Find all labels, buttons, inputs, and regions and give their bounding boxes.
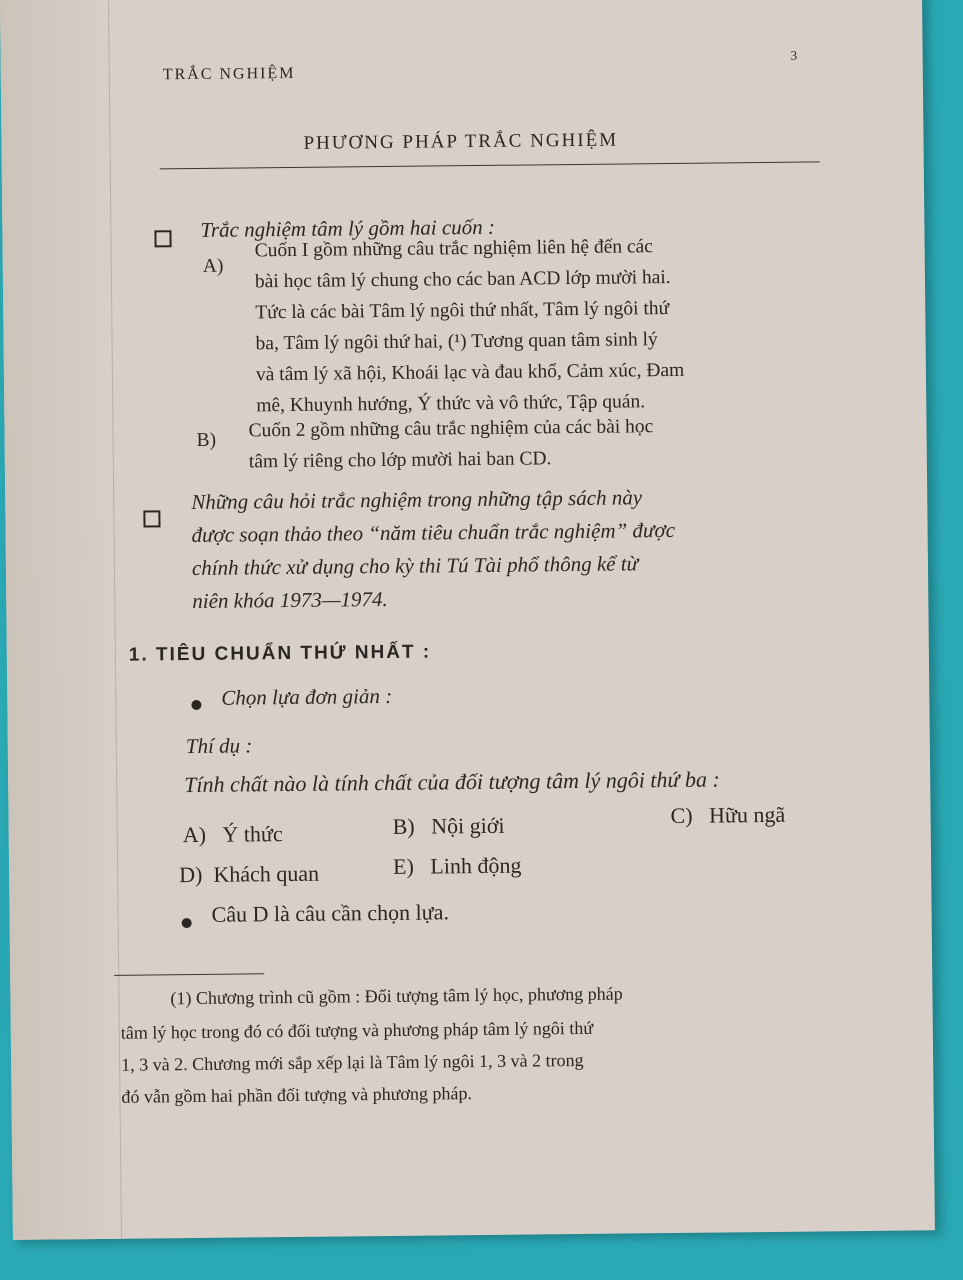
- option-text: Hữu ngã: [708, 801, 786, 828]
- title-rule: [160, 161, 820, 169]
- page-title: PHƯƠNG PHÁP TRẮC NGHIỆM: [303, 129, 619, 154]
- option-marker: B): [392, 813, 415, 839]
- option-marker: E): [392, 853, 414, 879]
- checkbox-icon: [143, 510, 160, 527]
- option-text: Nội giới: [431, 812, 505, 839]
- item-a-line: Tức là các bài Tâm lý ngôi thứ nhất, Tâm lý ngôi thứ: [255, 298, 670, 324]
- option-b: [393, 813, 505, 840]
- note-line: chính thức xử dụng cho kỳ thi Tú Tài phổ thông kể từ: [191, 551, 639, 581]
- question: Tính chất nào là tính chất của đối tượng tâm lý ngôi thứ ba :: [184, 766, 720, 798]
- bullet-icon: [191, 700, 201, 710]
- footnote-line: 1, 3 và 2. Chương mới sắp xếp lại là Tâm lý ngôi 1, 3 và 2 trong: [121, 1049, 584, 1075]
- item-a-line: ba, Tâm lý ngôi thứ hai, (¹) Tương quan tâm sinh lý: [255, 329, 658, 355]
- item-b-text: [248, 411, 653, 477]
- option-text: Linh động: [430, 852, 522, 879]
- note-line: được soạn thảo theo “năm tiêu chuẩn trắc nghiệm” được: [191, 517, 676, 548]
- item-b-line: Cuốn 2 gồm những câu trắc nghiệm của các bài học: [248, 416, 654, 442]
- option-d: [179, 861, 319, 888]
- footnote-line: (1) Chương trình cũ gồm : Đối tượng tâm lý học, phương pháp: [170, 983, 623, 1009]
- option-c: [670, 802, 785, 829]
- option-marker: D): [179, 861, 203, 888]
- item-a-line: mê, Khuynh hướng, Ý thức và vô thức, Tập quán.: [256, 391, 646, 417]
- item-a-line: bài học tâm lý chung cho các ban ACD lớp mười hai.: [254, 266, 671, 293]
- section-heading: 1. TIÊU CHUẨN THỨ NHẤT :: [128, 641, 432, 666]
- footnote-line: đó vẫn gồm hai phần đối tượng và phương pháp.: [121, 1083, 473, 1107]
- option-text: Ý thức: [222, 821, 283, 847]
- note-line: niên khóa 1973—1974.: [192, 586, 388, 614]
- option-marker: C): [670, 802, 693, 829]
- footnote-rule: [114, 973, 264, 976]
- item-a-line: và tâm lý xã hội, Khoái lạc và đau khổ, Cảm xúc, Đam: [255, 359, 685, 386]
- note-text: [191, 481, 676, 618]
- page-number: 3: [790, 47, 798, 63]
- item-a-text: [254, 231, 684, 421]
- page-gutter: [0, 0, 122, 1240]
- item-b-line: tâm lý riêng cho lớp mười hai ban CD.: [248, 448, 552, 473]
- footnote-line: tâm lý học trong đó có đối tượng và phương pháp tâm lý ngôi thứ: [120, 1017, 594, 1043]
- intro-text: Trắc nghiệm tâm lý gồm hai cuốn :: [200, 214, 496, 242]
- item-b-marker: B): [196, 429, 217, 451]
- checkbox-icon: [154, 230, 171, 247]
- running-head: TRẮC NGHIỆM: [162, 64, 296, 84]
- item-a-marker: A): [202, 255, 224, 277]
- option-a: [183, 821, 283, 848]
- answer: Câu D là câu cần chọn lựa.: [211, 899, 450, 927]
- example-label: Thí dụ :: [185, 733, 253, 759]
- option-e: [393, 853, 522, 880]
- bullet-icon: [182, 918, 192, 928]
- option-marker: A): [182, 821, 207, 848]
- option-text: Khách quan: [213, 860, 320, 887]
- note-line: Những câu hỏi trắc nghiệm trong những tập sách này: [191, 485, 643, 515]
- item-a-line: Cuốn I gồm những câu trắc nghiệm liên hệ đến các: [254, 236, 654, 262]
- subheading: Chọn lựa đơn giản :: [221, 683, 393, 710]
